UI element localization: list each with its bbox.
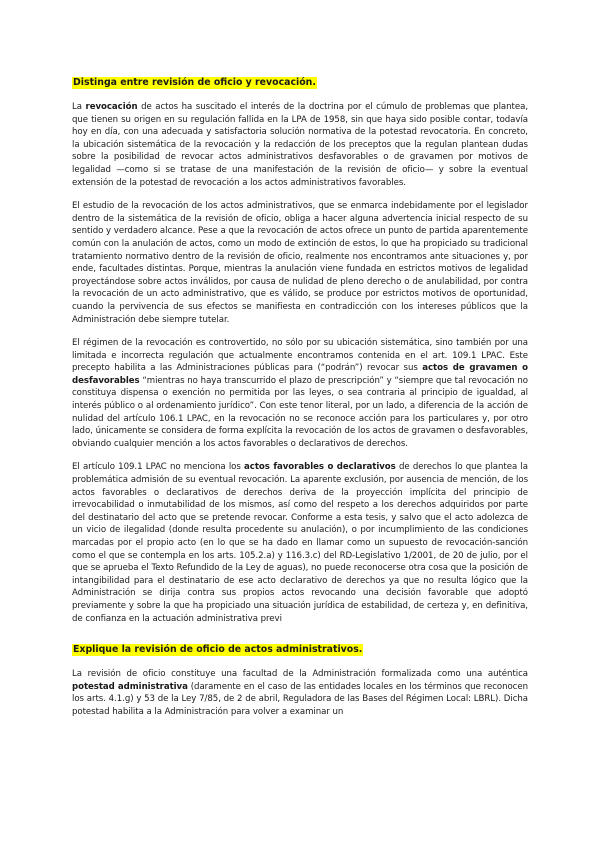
bold-term-potestad: potestad administrativa — [72, 681, 188, 692]
paragraph-estudio-revocacion: El estudio de la revocación de los actos administrativos, que se enmarca indebidamente por el legislador dentro de la sistemática de la revisión de oficio, obliga a hacer alguna advertencia inicial respecto de su sentido y verdadero alcance. Pese a que la revocación de actos ofrece un punto de partida aparentemente común con la anulación de actos, como un modo de extinción de estos, lo que ha propiciado su tradicional tratamiento normativo dentro de la revisión de oficio, realmente nos encontramos ante situaciones y, por ende, facultades distintas. Porque, mientras la anulación viene fundada en estrictos motivos de legalidad proyectándose sobre actos inválidos, por causa de nulidad de pleno derecho o de anulabilidad, por contra la revocación de un acto administrativo, que es válido, se produce por estrictos motivos de oportunidad, cuando la pervivencia de sus efectos se manifiesta en contradicción con los intereses públicos que la Administración debe siempre tutelar. — [72, 201, 528, 325]
bold-term-revocacion: revocación — [85, 102, 138, 112]
text-run: La — [72, 102, 86, 112]
question-heading-1: Distinga entre revisión de oficio y revocación. — [73, 77, 316, 88]
bold-term-actos-favorables: actos favorables o declarativos — [244, 462, 396, 473]
text-run: La revisión de oficio constituye una facultad de la Administración formalizada como una auténtica — [72, 669, 528, 680]
text-run: (daramente en el caso de las entidades locales en los términos que reconocen los arts. 4.1.g) y 53 de la Ley 7/85, de 2 de abril, Reguladora de las Bases del Régimen Local: LBRL). Dicha potestad habilita a la Administración para volver a examinar un — [72, 681, 528, 717]
paragraph-articulo-109 — [72, 461, 528, 625]
text-run: de actos ha suscitado el interés de la doctrina por el cúmulo de problemas que plantea, que tienen su origen en su regulación fallida en la LPA de 1958, sin que haya sido posible contar, todavía hoy en día, con una adecuada y satisfactoria solución normativa de la potestad revocatoria. En concreto, la ubicación sistemática de la revocación y la redacción de los preceptos que la regulan plantean dudas sobre la posibilidad de revocar actos administrativos desfavorables o de gravamen por motivos de legalidad —como si se tratase de una manifestación de la revisión de oficio— y sobre la eventual extensión de la potestad de revocación a los actos administrativos favorables. — [72, 102, 528, 188]
text-run: de derechos lo que plantea la problemática admisión de su eventual revocación. La aparente exclusión, por ausencia de mención, de los actos favorables o declarativos de derechos deriva de la proyección implícita del principio de irrevocabilidad o inmutabilidad de los mismos, así como del respeto a los derechos adquiridos por parte del destinatario del acto que se pretende revocar. Conforme a esta tesis, y salvo que el acto adolezca de un vicio de ilegalidad (donde resulta procedente su anulación), o por incumplimiento de las condiciones marcadas por el propio acto (en lo que se ha dado en llamar como un supuesto de revocación-sanción como el que se contempla en los arts. 105.2.a) y 116.3.c) del RD-Legislativo 1/2001, de 20 de julio, por el que se aprueba el Texto Refundido de la Ley de aguas), no puede reconocerse otra cosa que la posición de intangibilidad para el destinatario de ese acto declarativo de derechos ya que no resulta lógico que la Administración se dirija contra sus propios actos revocando una decisión favorable que adoptó previamente y sobre la que ha propiciado una situación jurídica de estabilidad, de certeza y, en definitiva, de confianza en la actuación administrativa previ — [72, 462, 528, 624]
question-heading-2: Explique la revisión de oficio de actos administrativos. — [73, 644, 363, 656]
text-run: El artículo 109.1 LPAC no menciona los — [72, 462, 245, 473]
bold-term-actos-gravamen: actos de gravamen o desfavorables — [72, 363, 529, 386]
text-run: “mientras no haya transcurrido el plazo de prescripción” y “siempre que tal revocación no constituya dispensa o exención no permitida por las leyes, o sea contraria al principio de igualdad, al interés público o al ordenamiento jurídico”. Con este tenor literal, por un lado, a diferencia de la acción de nulidad del artículo 106.1 LPAC, en la revocación no se reconoce acción para los particulares y, por otro lado, únicamente se considera de forma explícita la revocación de los actos de gravamen o desfavorables, obviando cualquier mención a los actos favorables o declarativos de derechos. — [72, 375, 528, 449]
paragraph-regimen-revocacion — [72, 337, 528, 450]
text-run: El régimen de la revocación es controvertido, no sólo por su ubicación sistemática, sino también por una limitada e incorrecta regulación que actualmente encontramos contenida en el art. 109.1 LPAC. Este precepto habilita a las Administraciones públicas para (“podrán”) revocar sus — [72, 338, 528, 374]
paragraph-revocacion-intro — [72, 101, 528, 189]
paragraph-revision-oficio — [72, 668, 528, 718]
